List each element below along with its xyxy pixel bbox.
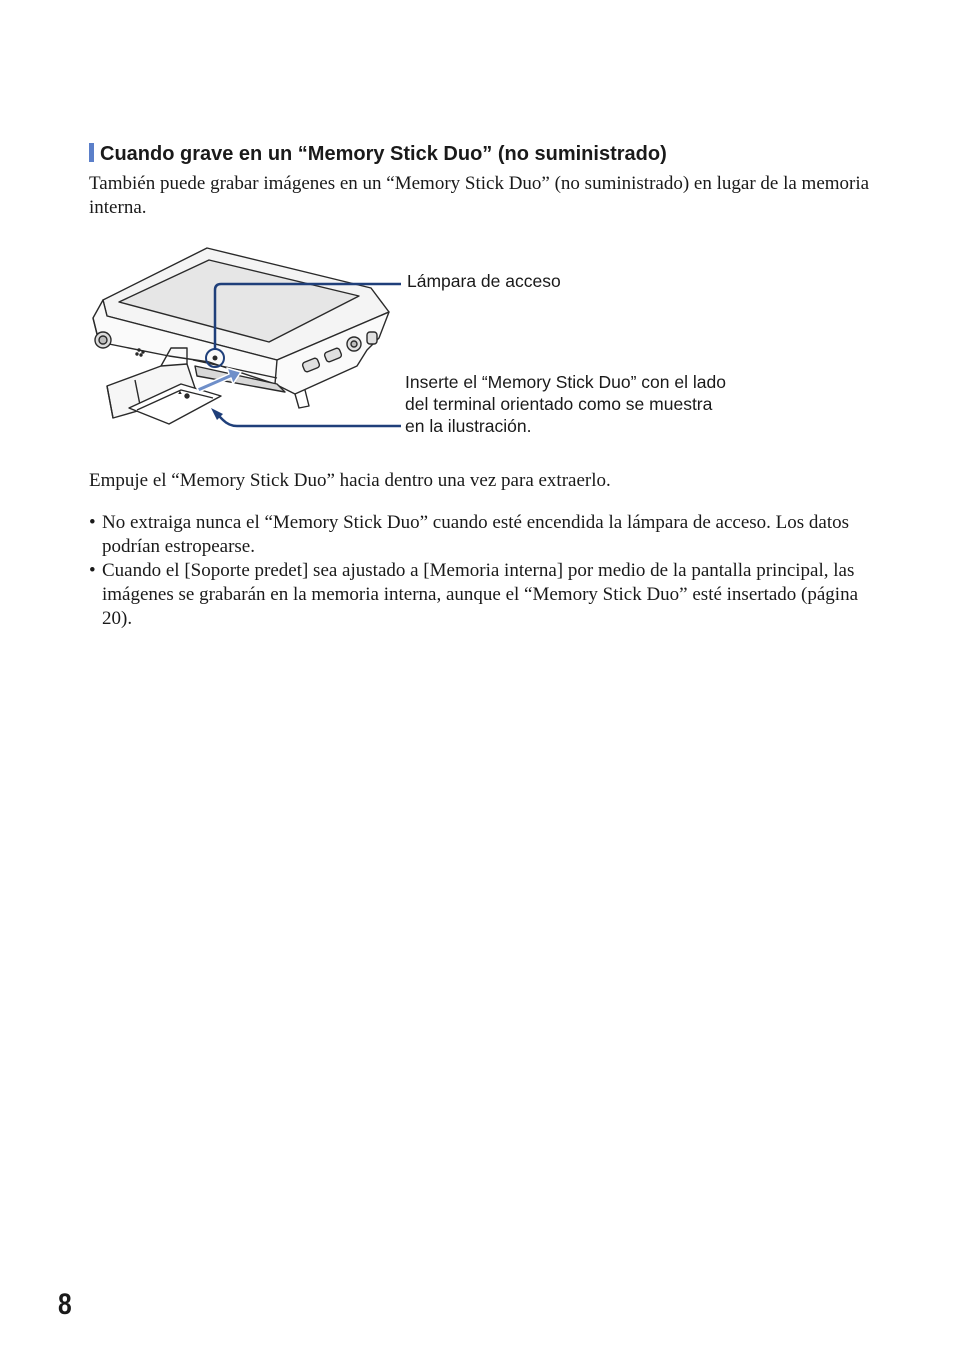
eject-paragraph: Empuje el “Memory Stick Duo” hacia dentro una vez para extraerlo. — [89, 470, 611, 491]
insert-callout-line — [215, 412, 401, 426]
section-heading-text: Cuando grave en un “Memory Stick Duo” (no suministrado) — [100, 143, 667, 165]
list-item — [89, 511, 889, 559]
list-item — [89, 559, 889, 631]
svg-text:▲: ▲ — [177, 390, 183, 396]
page-number: 8 — [58, 1288, 72, 1321]
access-lamp-label: Lámpara de acceso — [407, 271, 561, 291]
note-text: Cuando el [Soporte predet] sea ajustado a [Memoria interna] por medio de la pantalla principal, las imágenes se grabarán en la memoria interna, aunque el “Memory Stick Duo” esté insertado (página 20). — [102, 560, 859, 629]
note-text: No extraiga nunca el “Memory Stick Duo” cuando esté encendida la lámpara de acceso. Los datos podrían estropearse. — [102, 512, 850, 557]
notes-list — [89, 511, 889, 631]
heading-accent-bar — [89, 143, 94, 162]
insert-instruction-label: Inserte el “Memory Stick Duo” con el lado del terminal orientado como se muestra en la ilustración. — [405, 372, 726, 436]
camera-illustration — [89, 238, 729, 448]
bullet-mark: • — [89, 512, 96, 533]
bullet-mark: • — [89, 560, 96, 581]
section-heading — [89, 141, 909, 167]
access-lamp — [213, 356, 218, 361]
intro-paragraph: También puede grabar imágenes en un “Memory Stick Duo” (no suministrado) en lugar de la memoria interna. — [89, 173, 870, 218]
